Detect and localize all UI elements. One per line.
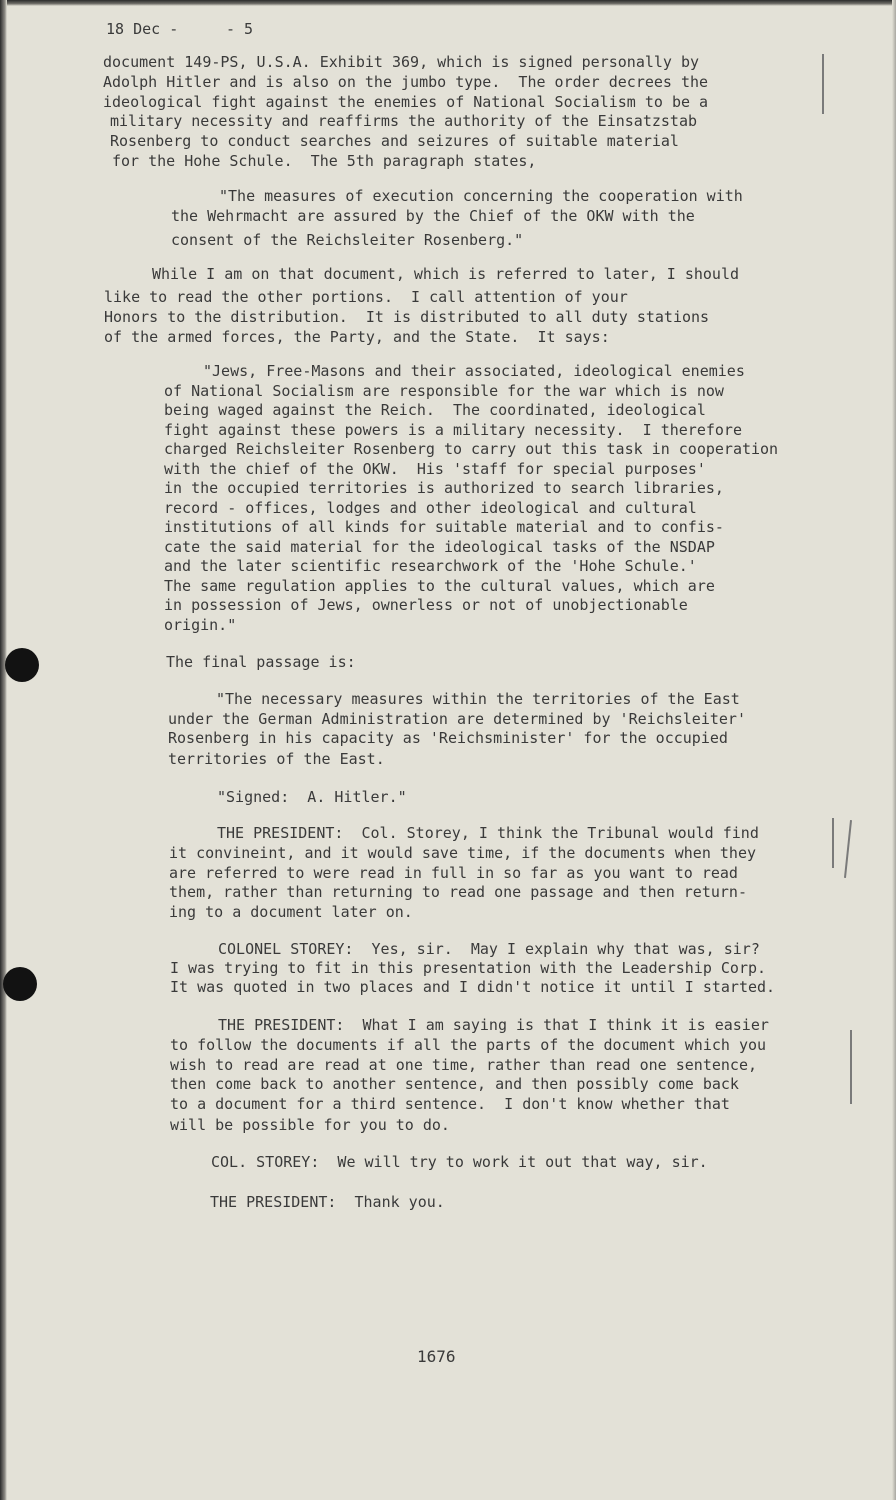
text-line: territories of the East. — [168, 750, 385, 768]
text-line: then come back to another sentence, and then possibly come back — [170, 1075, 739, 1093]
text-line: like to read the other portions. I call attention of your — [104, 288, 628, 306]
text-line: ing to a document later on. — [169, 903, 413, 921]
margin-mark — [832, 818, 834, 868]
text-line: with the chief of the OKW. His 'staff for special purposes' — [164, 460, 706, 478]
text-line: Rosenberg to conduct searches and seizures of suitable material — [110, 132, 679, 150]
text-line: COLONEL STOREY: Yes, sir. May I explain why that was, sir? — [218, 940, 760, 958]
text-line: origin." — [164, 616, 237, 634]
text-line: are referred to were read in full in so far as you want to read — [169, 864, 738, 882]
text-line: them, rather than returning to read one passage and then return- — [169, 883, 747, 901]
text-line: Adolph Hitler and is also on the jumbo type. The order decrees the — [103, 73, 709, 91]
text-line: military necessity and reaffirms the authority of the Einsatzstab — [110, 112, 697, 130]
text-line: "Jews, Free-Masons and their associated, ideological enemies — [203, 362, 745, 380]
page-number: 1676 — [417, 1347, 456, 1366]
text-line: in possession of Jews, ownerless or not of unobjectionable — [164, 596, 688, 614]
punch-hole — [5, 648, 39, 682]
page-left-edge — [0, 0, 7, 1500]
text-line: "The measures of execution concerning the cooperation with — [219, 187, 743, 205]
text-line: and the later scientific researchwork of the 'Hohe Schule.' — [164, 557, 697, 575]
text-line: it convineint, and it would save time, if the documents when they — [169, 844, 756, 862]
text-line: institutions of all kinds for suitable material and to confis- — [164, 518, 724, 536]
page-top-edge — [0, 0, 896, 6]
text-line: THE PRESIDENT: Col. Storey, I think the Tribunal would find — [217, 824, 759, 842]
text-line: document 149-PS, U.S.A. Exhibit 369, which is signed personally by — [103, 53, 700, 71]
text-line: in the occupied territories is authorized to search libraries, — [164, 479, 724, 497]
text-line: "Signed: A. Hitler." — [217, 788, 407, 806]
text-line: to a document for a third sentence. I don't know whether that — [170, 1095, 730, 1113]
text-line: consent of the Reichsleiter Rosenberg." — [171, 231, 524, 249]
text-line: to follow the documents if all the parts of the document which you — [170, 1036, 767, 1054]
text-line: It was quoted in two places and I didn't notice it until I started. — [170, 978, 776, 996]
text-line: fight against these powers is a military necessity. I therefore — [164, 421, 742, 439]
text-line: of National Socialism are responsible for the war which is now — [164, 382, 724, 400]
punch-hole — [3, 967, 37, 1001]
text-line: THE PRESIDENT: Thank you. — [210, 1193, 445, 1211]
text-line: the Wehrmacht are assured by the Chief of the OKW with the — [171, 207, 695, 225]
text-line: wish to read are read at one time, rather than read one sentence, — [170, 1056, 757, 1074]
text-line: being waged against the Reich. The coordinated, ideological — [164, 401, 706, 419]
text-line: I was trying to fit in this presentation with the Leadership Corp. — [170, 959, 767, 977]
text-line: will be possible for you to do. — [170, 1116, 450, 1134]
text-line: The same regulation applies to the cultural values, which are — [164, 577, 715, 595]
text-line: Honors to the distribution. It is distributed to all duty stations — [104, 308, 710, 326]
text-line: Rosenberg in his capacity as 'Reichsminister' for the occupied — [168, 729, 728, 747]
text-line: for the Hohe Schule. The 5th paragraph states, — [112, 152, 537, 170]
header-date: 18 Dec - — [106, 20, 179, 38]
text-line: of the armed forces, the Party, and the State. It says: — [104, 328, 610, 346]
text-line: cate the said material for the ideological tasks of the NSDAP — [164, 538, 715, 556]
page-right-edge — [892, 0, 896, 1500]
margin-mark — [850, 1030, 852, 1104]
text-line: charged Reichsleiter Rosenberg to carry out this task in cooperation — [164, 440, 779, 458]
text-line: The final passage is: — [166, 653, 356, 671]
text-line: THE PRESIDENT: What I am saying is that I think it is easier — [218, 1016, 769, 1034]
text-line: under the German Administration are determined by 'Reichsleiter' — [168, 710, 746, 728]
text-line: record - offices, lodges and other ideological and cultural — [164, 499, 697, 517]
text-line: COL. STOREY: We will try to work it out that way, sir. — [211, 1153, 708, 1171]
text-line: ideological fight against the enemies of National Socialism to be a — [103, 93, 709, 111]
text-line: "The necessary measures within the territories of the East — [216, 690, 740, 708]
text-line: While I am on that document, which is referred to later, I should — [152, 265, 739, 283]
header-page-ref: - 5 — [226, 20, 254, 38]
margin-mark — [844, 820, 852, 878]
margin-mark — [822, 54, 824, 114]
